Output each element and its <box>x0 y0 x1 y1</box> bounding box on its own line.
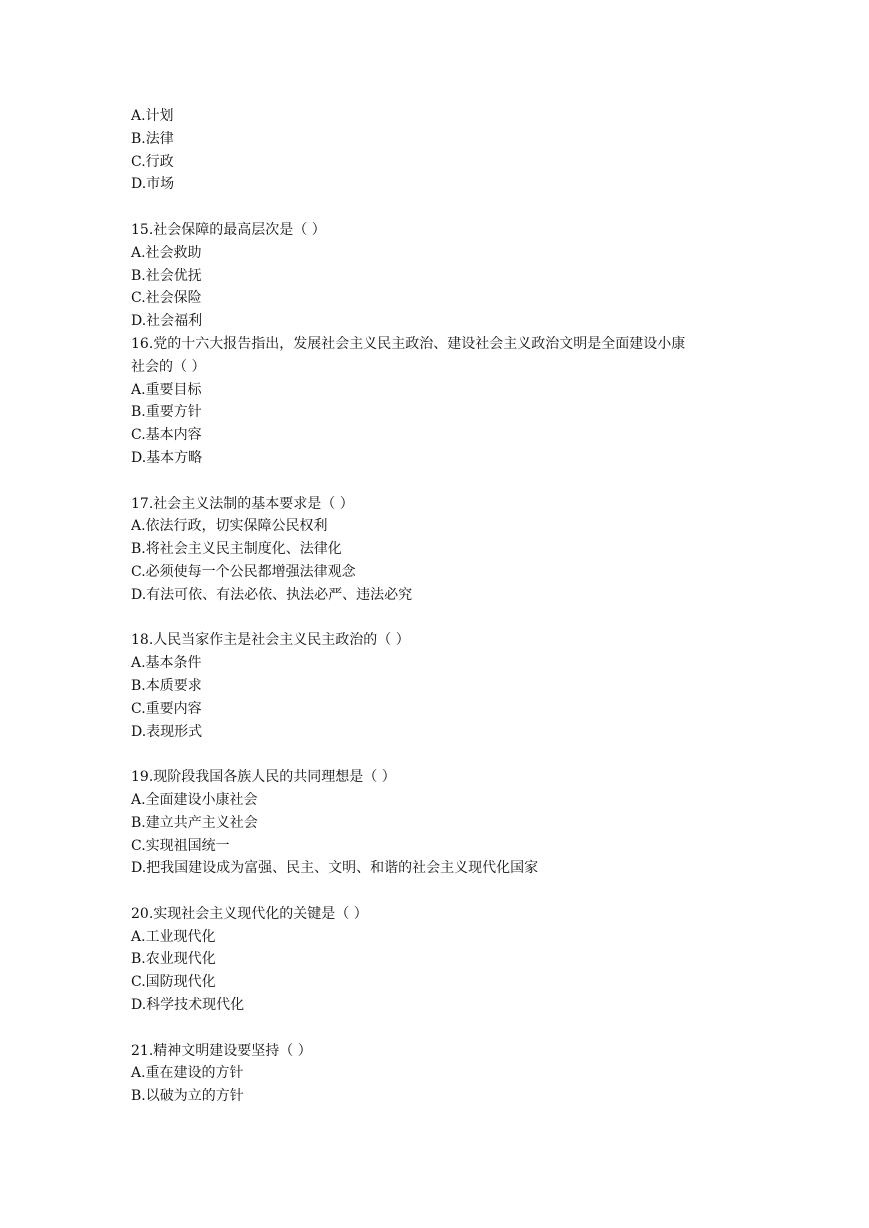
option-text: A.基本条件 <box>131 655 202 672</box>
option-text: B.本质要求 <box>131 677 202 694</box>
option-text: C.重要内容 <box>131 700 202 717</box>
option-text: D.社会福利 <box>131 313 203 330</box>
question-20 <box>131 903 771 1017</box>
question-17 <box>131 493 771 607</box>
option-text: D.表现形式 <box>131 723 203 740</box>
option-text: B.社会优抚 <box>131 267 202 284</box>
option-text: C.基本内容 <box>131 427 202 444</box>
question-stem: 社会的（ ） <box>131 358 206 375</box>
question-stem: 19.现阶段我国各族人民的共同理想是（ ） <box>131 769 396 786</box>
option-text: C.必须使每一个公民都增强法律观念 <box>131 563 356 580</box>
option-text: B.农业现代化 <box>131 951 216 968</box>
question-stem: 17.社会主义法制的基本要求是（ ） <box>131 495 354 512</box>
option-text: C.实现祖国统一 <box>131 837 230 854</box>
option-text: A.社会救助 <box>131 244 202 261</box>
prev-question-options <box>131 105 771 196</box>
question-21 <box>131 1040 771 1108</box>
question-19 <box>131 766 771 880</box>
question-15 <box>131 219 771 333</box>
question-stem: 15.社会保障的最高层次是（ ） <box>131 221 326 238</box>
option-text: D.基本方略 <box>131 449 203 466</box>
option-text: B.建立共产主义社会 <box>131 814 258 831</box>
question-stem: 21.精神文明建设要坚持（ ） <box>131 1042 312 1059</box>
option-text: D.科学技术现代化 <box>131 997 245 1014</box>
question-16 <box>131 333 771 470</box>
option-text: A.重在建设的方针 <box>131 1065 244 1082</box>
option-text: A.计划 <box>131 108 174 124</box>
question-18 <box>131 629 771 743</box>
option-text: C.国防现代化 <box>131 974 216 991</box>
option-text: B.将社会主义民主制度化、法律化 <box>131 541 342 558</box>
option-text: D.市场 <box>131 176 175 193</box>
option-text: C.社会保险 <box>131 290 202 307</box>
option-text: A.工业现代化 <box>131 928 216 945</box>
exam-page <box>131 105 771 1131</box>
option-text: D.把我国建设成为富强、民主、文明、和谐的社会主义现代化国家 <box>131 860 539 877</box>
option-text: B.重要方针 <box>131 404 202 421</box>
option-text: A.重要目标 <box>131 381 202 398</box>
option-text: B.法律 <box>131 130 174 147</box>
question-stem: 20.实现社会主义现代化的关键是（ ） <box>131 905 368 922</box>
option-text: C.行政 <box>131 153 174 170</box>
option-text: A.依法行政，切实保障公民权利 <box>131 518 328 535</box>
option-text: A.全面建设小康社会 <box>131 791 258 808</box>
option-text: D.有法可依、有法必依、执法必严、违法必究 <box>131 586 413 603</box>
question-stem: 16.党的十六大报告指出，发展社会主义民主政治、建设社会主义政治文明是全面建设小康 <box>131 335 686 352</box>
question-stem: 18.人民当家作主是社会主义民主政治的（ ） <box>131 632 410 649</box>
option-text: B.以破为立的方针 <box>131 1088 244 1105</box>
